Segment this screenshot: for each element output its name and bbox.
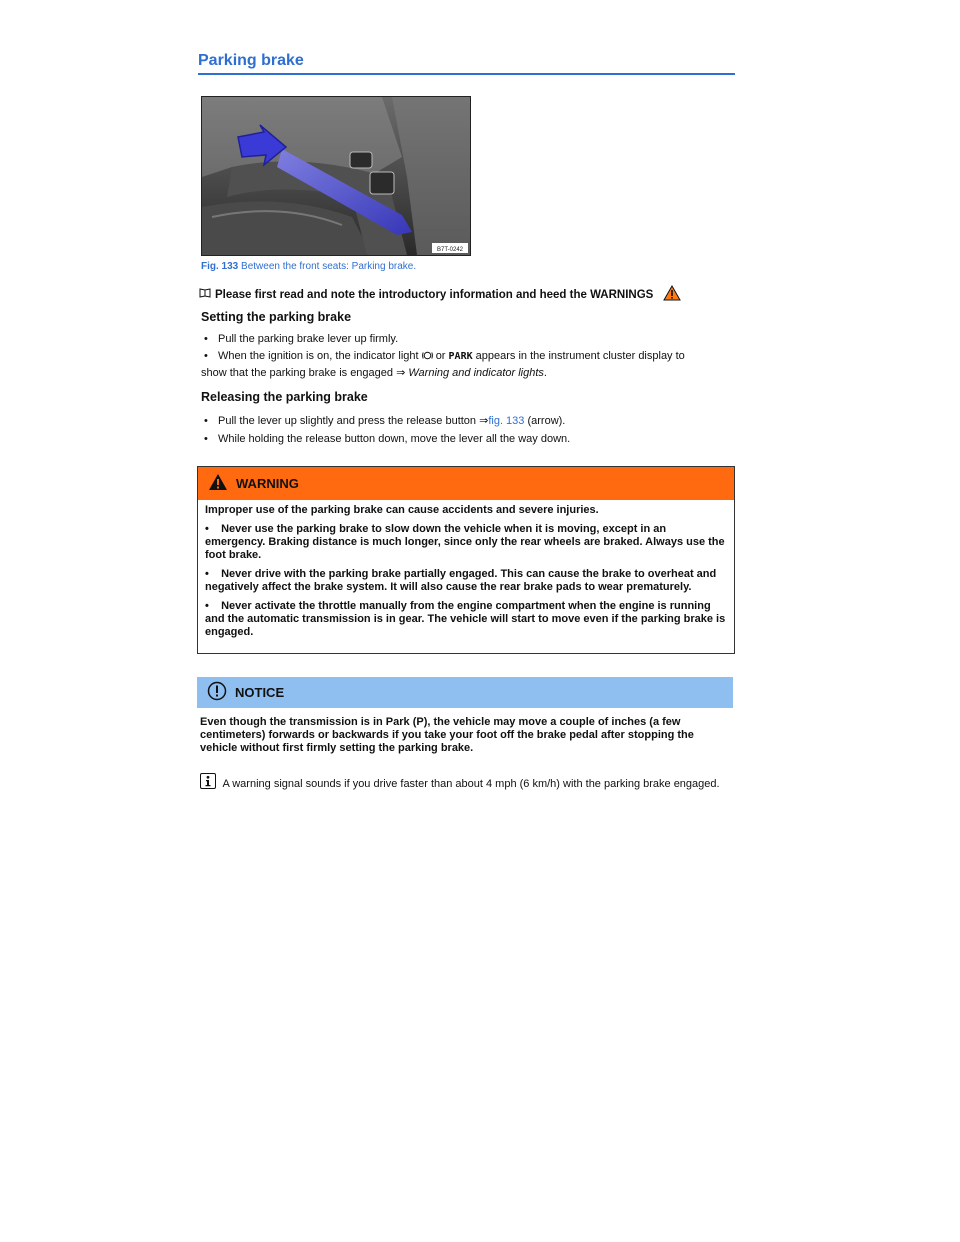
notice-text: Even though the transmission is in Park (P), the vehicle may move a couple of inches (a few centimeters) forwards or backwards if you take your foot off the brake pedal after stopping the vehicle without first firmly setting the parking brake. bbox=[200, 716, 694, 754]
warning-item: • Never drive with the parking brake partially engaged. This can cause the brake to overheat and negatively affect the brake system. It will also cause the rear brake pads to wear prematurely. bbox=[205, 568, 717, 593]
warning-item: • Never use the parking brake to slow down the vehicle when it is moving, except in an emergency. Braking distance is much longer, since only the rear wheels are braked. Always use the foot brake. bbox=[205, 523, 725, 561]
intro-line: Please first read and note the introductory information and heed the WARNINGS bbox=[199, 285, 681, 304]
book-icon bbox=[199, 288, 211, 301]
park-indicator: PARK bbox=[448, 351, 473, 362]
figure-code: B7T-0242 bbox=[436, 247, 464, 253]
figure-caption: Fig. 133 Between the front seats: Parking brake. bbox=[201, 261, 417, 272]
info-note: A warning signal sounds if you drive faster than about 4 mph (6 km/h) with the parking brake engaged. bbox=[200, 773, 730, 791]
releasing-heading: Releasing the parking brake bbox=[201, 390, 368, 404]
warning-lights-link[interactable]: Warning and indicator lights bbox=[408, 367, 544, 379]
page-title: Parking brake bbox=[198, 52, 735, 75]
setting-continuation: show that the parking brake is engaged ⇒ Warning and indicator lights. bbox=[201, 367, 547, 379]
warning-triangle-icon bbox=[208, 473, 228, 494]
setting-heading: Setting the parking brake bbox=[201, 310, 352, 324]
warning-triangle-icon bbox=[663, 285, 681, 304]
list-item: • Pull the parking brake lever up firmly. bbox=[204, 333, 399, 345]
list-item: • When the ignition is on, the indicator light or PARK appears in the instrument cluster display to bbox=[204, 350, 685, 362]
parking-brake-figure bbox=[201, 96, 471, 256]
warning-box bbox=[197, 466, 735, 654]
warning-intro: Improper use of the parking brake can cause accidents and severe injuries. bbox=[205, 504, 599, 516]
list-item: • Pull the lever up slightly and press the release button ⇒fig. 133 (arrow). bbox=[204, 415, 566, 427]
fig-133-link[interactable]: fig. 133 bbox=[488, 415, 525, 427]
info-icon bbox=[200, 773, 216, 789]
notice-header: NOTICE bbox=[197, 677, 733, 708]
warning-header: WARNING bbox=[198, 467, 734, 500]
warning-item: • Never activate the throttle manually from the engine compartment when the engine is running and the automatic transmission is in gear. The vehicle will start to move even if the parking brake is engaged. bbox=[205, 600, 726, 638]
list-item: • While holding the release button down, move the lever all the way down. bbox=[204, 433, 571, 445]
brake-indicator-icon bbox=[422, 350, 436, 362]
exclamation-circle-icon bbox=[207, 681, 227, 704]
